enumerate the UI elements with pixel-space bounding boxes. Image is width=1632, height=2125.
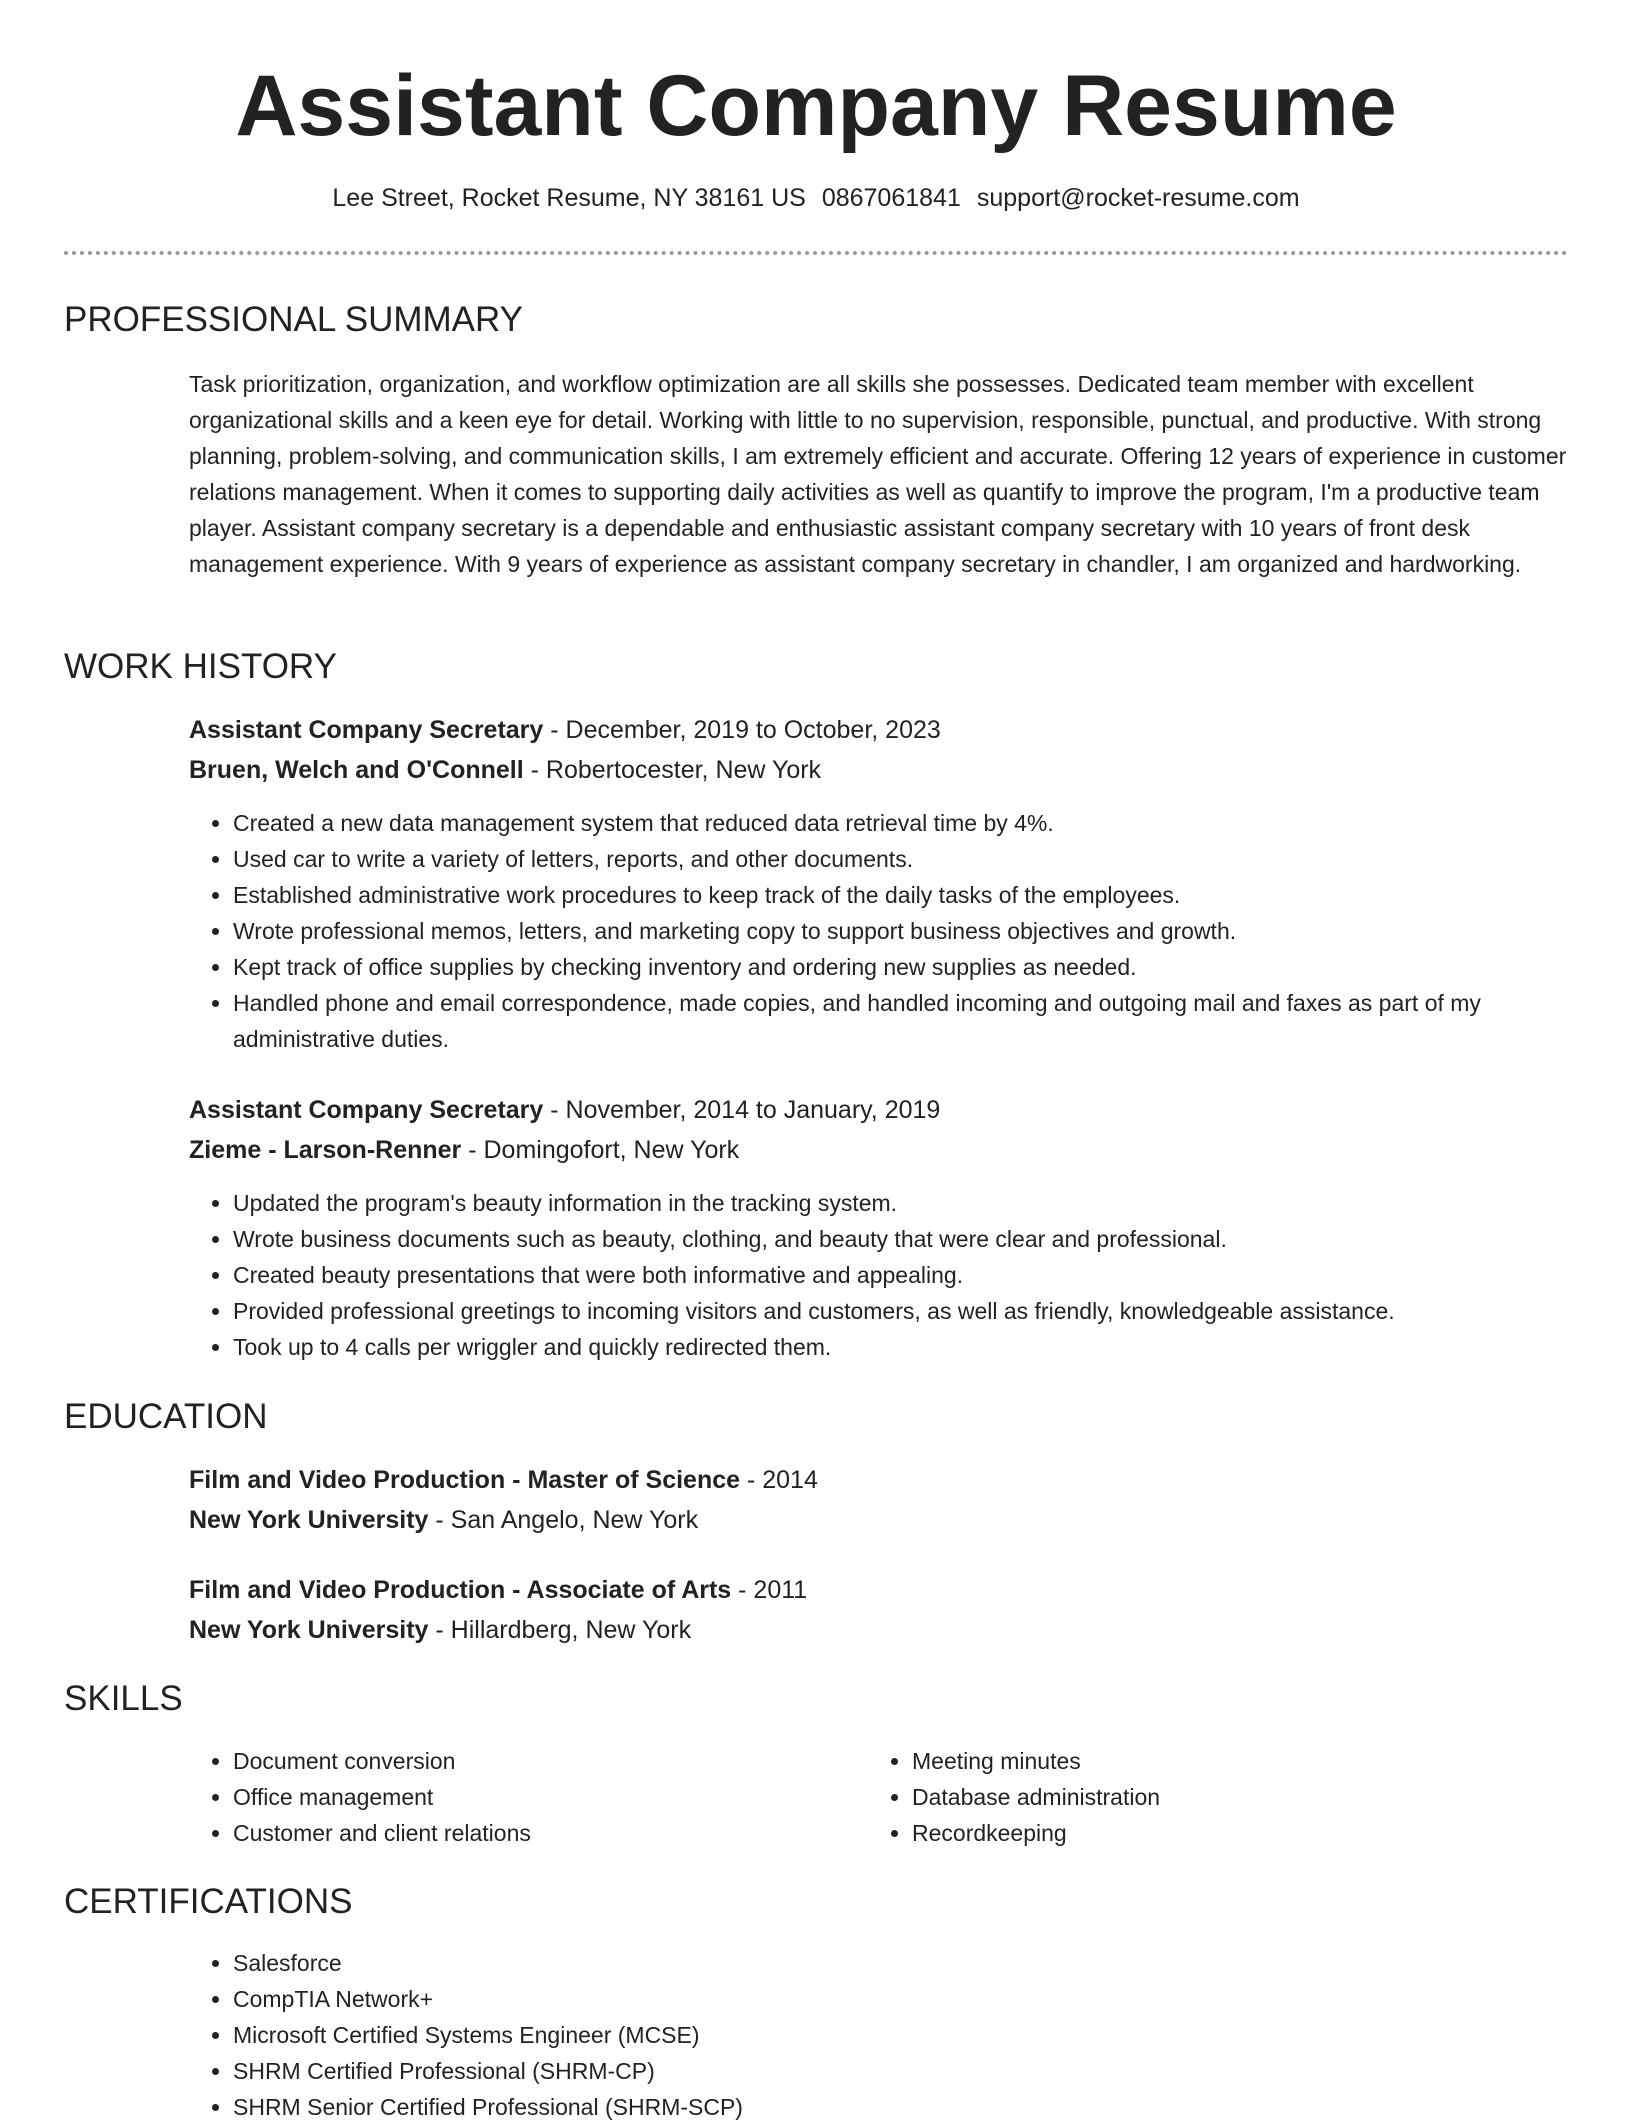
skills-column-right xyxy=(868,1743,1488,1851)
job-bullet: • Established administrative work procedures to keep track of the daily tasks of the employees. xyxy=(233,877,1569,913)
certification-item: • Salesforce xyxy=(233,1945,1189,1981)
job-title: Assistant Company Secretary xyxy=(189,1096,544,1124)
job-location: Robertocester, New York xyxy=(545,756,822,784)
certifications-list-wrapper xyxy=(189,1945,1189,2125)
job-title-line: Assistant Company Secretary - December, 2019 to October, 2023 xyxy=(189,716,941,744)
job-bullets xyxy=(189,805,1569,1057)
job-bullet: • Wrote business documents such as beauty, clothing, and beauty that were clear and professional. xyxy=(233,1221,1569,1257)
job-location: Domingofort, New York xyxy=(483,1136,740,1164)
education-degree: Film and Video Production - Master of Science xyxy=(189,1466,741,1494)
certification-item: • SHRM Senior Certified Professional (SHRM-SCP) xyxy=(233,2089,1189,2125)
job-bullets xyxy=(189,1185,1569,1365)
certification-item: • CompTIA Network+ xyxy=(233,1981,1189,2017)
resume-title: Assistant Company Resume xyxy=(235,58,1397,154)
job-bullet: • Kept track of office supplies by checking inventory and ordering new supplies as needed. xyxy=(233,949,1569,985)
education-location: San Angelo, New York xyxy=(450,1506,699,1534)
job-entry xyxy=(189,1090,1569,1170)
summary-heading: PROFESSIONAL SUMMARY xyxy=(64,300,523,339)
header-divider xyxy=(64,251,1568,255)
education-location: Hillardberg, New York xyxy=(450,1616,692,1644)
job-bullet: • Took up to 4 calls per wriggler and quickly redirected them. xyxy=(233,1329,1569,1365)
education-degree-line: Film and Video Production - Master of Science - 2014 xyxy=(189,1466,818,1494)
skill-item: • Meeting minutes xyxy=(912,1743,1488,1779)
skill-item: • Recordkeeping xyxy=(912,1815,1488,1851)
education-school-line: New York University - San Angelo, New York xyxy=(189,1506,699,1534)
certifications-heading: CERTIFICATIONS xyxy=(64,1882,353,1921)
education-year: 2014 xyxy=(762,1466,818,1494)
education-school-line: New York University - Hillardberg, New York xyxy=(189,1616,692,1644)
contact-phone: 0867061841 xyxy=(821,184,961,212)
job-bullet-list xyxy=(189,1185,1569,1365)
education-heading: EDUCATION xyxy=(64,1397,268,1436)
certification-item: • SHRM Certified Professional (SHRM-CP) xyxy=(233,2053,1189,2089)
certification-item: • Microsoft Certified Systems Engineer (MCSE) xyxy=(233,2017,1189,2053)
education-school: New York University xyxy=(189,1506,429,1534)
education-entry xyxy=(189,1460,1569,1540)
job-title: Assistant Company Secretary xyxy=(189,716,544,744)
contact-address: Lee Street, Rocket Resume, NY 38161 US xyxy=(332,184,806,212)
job-bullet: • Used car to write a variety of letters, reports, and other documents. xyxy=(233,841,1569,877)
skills-list xyxy=(868,1743,1488,1851)
summary-text: Task prioritization, organization, and workflow optimization are all skills she possesses. Dedicated team member with excellent organizational skills and a keen eye for detail. Working with little to no supervision, responsible, punctual, and productive. With strong planning, problem-solving, and communication skills, I am extremely efficient and accurate. Offering 12 years of experience in customer relations management. When it comes to supporting daily activities as well as quantify to improve the program, I'm a productive team player. Assistant company secretary is a dependable and enthusiastic assistant company secretary with 10 years of front desk management experience. With 9 years of experience as assistant company secretary in chandler, I am organized and hardworking. xyxy=(189,371,1567,577)
job-entry xyxy=(189,710,1569,790)
job-title-line: Assistant Company Secretary - November, 2014 to January, 2019 xyxy=(189,1096,941,1124)
skills-heading: SKILLS xyxy=(64,1679,183,1718)
skills-column-left xyxy=(189,1743,809,1851)
job-bullet: • Handled phone and email correspondence, made copies, and handled incoming and outgoing mail and faxes as part of my administrative duties. xyxy=(233,985,1569,1057)
job-company: Bruen, Welch and O'Connell xyxy=(189,756,524,784)
job-dates: December, 2019 to October, 2023 xyxy=(565,716,941,744)
contact-email: support@rocket-resume.com xyxy=(976,184,1300,212)
skill-item: • Customer and client relations xyxy=(233,1815,809,1851)
job-bullet: • Created a new data management system that reduced data retrieval time by 4%. xyxy=(233,805,1569,841)
skills-list xyxy=(189,1743,809,1851)
job-dates: November, 2014 to January, 2019 xyxy=(565,1096,941,1124)
job-bullet: • Wrote professional memos, letters, and marketing copy to support business objectives and growth. xyxy=(233,913,1569,949)
education-entry xyxy=(189,1570,1569,1650)
job-company: Zieme - Larson-Renner xyxy=(189,1136,462,1164)
work-history-heading: WORK HISTORY xyxy=(64,647,337,686)
education-school: New York University xyxy=(189,1616,429,1644)
contact-info xyxy=(0,180,1632,216)
certifications-list xyxy=(189,1945,1189,2125)
job-company-line: Bruen, Welch and O'Connell - Robertocester, New York xyxy=(189,756,822,784)
job-bullet-list xyxy=(189,805,1569,1057)
job-bullet: • Provided professional greetings to incoming visitors and customers, as well as friendly, knowledgeable assistance. xyxy=(233,1293,1569,1329)
education-year: 2011 xyxy=(753,1576,808,1604)
job-bullet: • Updated the program's beauty information in the tracking system. xyxy=(233,1185,1569,1221)
job-company-line: Zieme - Larson-Renner - Domingofort, New York xyxy=(189,1136,740,1164)
education-degree-line: Film and Video Production - Associate of Arts - 2011 xyxy=(189,1576,808,1604)
skill-item: • Office management xyxy=(233,1779,809,1815)
job-bullet: • Created beauty presentations that were both informative and appealing. xyxy=(233,1257,1569,1293)
skill-item: • Database administration xyxy=(912,1779,1488,1815)
education-degree: Film and Video Production - Associate of Arts xyxy=(189,1576,732,1604)
skill-item: • Document conversion xyxy=(233,1743,809,1779)
